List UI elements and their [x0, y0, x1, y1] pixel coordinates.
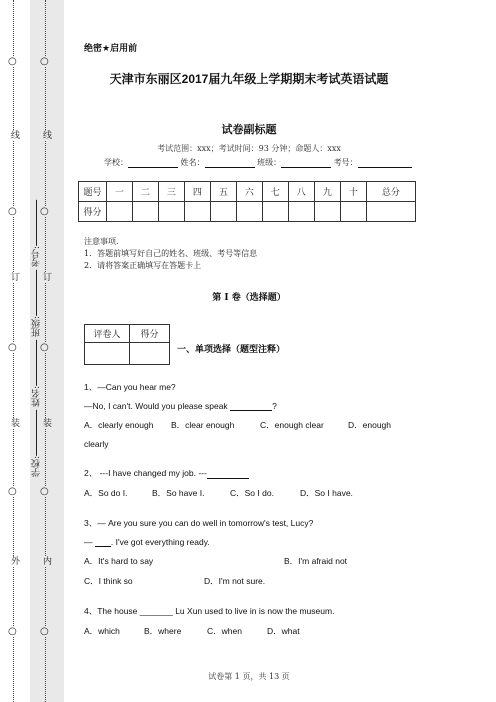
option-b[interactable]: B．clear enough: [171, 420, 235, 430]
grader-label: 评卷人: [85, 325, 130, 343]
binding-label-inner: 内: [41, 556, 51, 566]
grader-score-cell[interactable]: [130, 343, 170, 365]
question-stem: 4、The house _______ Lu Xun used to live in is now the museum.: [84, 606, 335, 616]
score-cell[interactable]: [132, 202, 158, 222]
name-input[interactable]: [205, 167, 255, 168]
name-label: 姓名：: [180, 158, 205, 167]
score-header-cell: 题号: [79, 182, 107, 202]
question-stem-line2: . I've got everything ready.: [110, 537, 210, 547]
score-header-cell: 五: [210, 182, 236, 202]
school-label: 学校：: [104, 158, 128, 167]
options-row: [84, 555, 424, 567]
question-punct: ?: [272, 401, 277, 411]
score-cell[interactable]: [184, 202, 210, 222]
option-wrap: clearly: [84, 439, 109, 449]
score-header-cell: 九: [314, 182, 340, 202]
vertical-class-label: 班级:: [32, 315, 42, 337]
question-stem-line2: —No, I can't. Would you please speak: [84, 401, 228, 411]
binding-label-bind: 装: [9, 418, 19, 428]
option-c[interactable]: C．I think so: [84, 576, 133, 586]
exam-title: 天津市东丽区2017届九年级上学期期末考试英语试题: [109, 72, 389, 86]
score-header-cell: 八: [288, 182, 314, 202]
section-title: 一、单项选择（题型注释）: [177, 345, 286, 355]
score-cell[interactable]: [158, 202, 184, 222]
options-row: [84, 487, 424, 499]
grader-table: [84, 324, 170, 365]
score-header-cell: 总分: [366, 182, 415, 202]
question-line: [84, 467, 424, 479]
answer-blank[interactable]: [95, 546, 111, 547]
binding-circle: ○: [8, 206, 17, 217]
question-item: [84, 467, 424, 499]
question-item: [84, 381, 424, 449]
score-cell[interactable]: [366, 202, 415, 222]
option-a[interactable]: A．which: [84, 626, 120, 636]
question-dash: —: [84, 537, 93, 547]
option-a[interactable]: A．It's hard to say: [84, 556, 154, 566]
option-a[interactable]: A．So do I.: [84, 488, 128, 498]
score-header-cell: 七: [262, 182, 288, 202]
question-stem: 3、— Are you sure you can do well in tomorrow's test, Lucy?: [84, 518, 314, 528]
notes-item: 1．答题前填写好自己的姓名、班级、考号等信息: [84, 249, 258, 258]
question-stem: 2、 ---I have changed my job. ---: [84, 468, 207, 478]
exam-subtitle: 试卷副标题: [221, 123, 277, 136]
score-header-cell: 六: [236, 182, 262, 202]
score-header-cell: 四: [184, 182, 210, 202]
score-table-header-row: [79, 182, 416, 202]
binding-label-order: 订: [41, 272, 51, 282]
option-d[interactable]: D．So I have.: [300, 488, 353, 498]
info-fields-row: [104, 157, 412, 168]
score-header-cell: 十: [340, 182, 366, 202]
option-b[interactable]: B．I'm afraid not: [284, 556, 348, 566]
score-header-cell: 三: [158, 182, 184, 202]
question-line: [84, 401, 424, 411]
binding-circle: ○: [8, 486, 17, 497]
score-cell[interactable]: [340, 202, 366, 222]
binding-circle: ○: [40, 342, 49, 353]
option-c[interactable]: C．enough clear: [260, 420, 324, 430]
binding-label-bind: 装: [41, 418, 51, 428]
binding-label-line: 线: [9, 130, 19, 140]
binding-margin-outer: [0, 0, 26, 702]
question-item: [84, 605, 424, 637]
binding-label-outer: 外: [9, 556, 19, 566]
question-stem: 1、—Can you hear me?: [84, 382, 176, 392]
binding-circle: ○: [40, 206, 49, 217]
score-table-row: [79, 202, 416, 222]
grader-cell[interactable]: [85, 343, 130, 365]
binding-circle: ○: [40, 56, 49, 67]
score-header-cell: 一: [107, 182, 133, 202]
option-b[interactable]: B．where: [144, 626, 182, 636]
notes-section: [84, 236, 257, 272]
school-input[interactable]: [128, 167, 178, 168]
binding-circle: ○: [40, 486, 49, 497]
options-row: [84, 575, 424, 587]
score-cell[interactable]: [236, 202, 262, 222]
options-row: [84, 419, 424, 431]
option-d[interactable]: D．what: [267, 626, 300, 636]
answer-blank[interactable]: [230, 410, 272, 411]
binding-circle: ○: [40, 626, 49, 637]
part-title: 第 I 卷（选择题）: [212, 293, 286, 303]
score-cell[interactable]: [107, 202, 133, 222]
binding-circle: ○: [8, 342, 17, 353]
option-c[interactable]: C．So I do.: [230, 488, 274, 498]
option-c[interactable]: C．when: [207, 626, 242, 636]
class-label: 班级：: [257, 158, 282, 167]
question-item: [84, 517, 424, 587]
option-b[interactable]: B．So have I.: [152, 488, 205, 498]
score-row-label: 得分: [79, 202, 107, 222]
class-input[interactable]: [281, 167, 331, 168]
score-header-cell: 二: [132, 182, 158, 202]
question-line: [84, 537, 424, 547]
binding-circle: ○: [8, 56, 17, 67]
vertical-school-label: 学校:: [32, 455, 42, 477]
score-table: [78, 181, 416, 222]
number-label: 考号：: [333, 158, 358, 167]
score-cell[interactable]: [262, 202, 288, 222]
notes-item: 2．请将答案正确填写在答题卡上: [84, 261, 202, 270]
option-d[interactable]: D．I'm not sure.: [204, 576, 266, 586]
binding-label-order: 订: [9, 272, 19, 282]
number-input[interactable]: [358, 167, 412, 168]
answer-blank[interactable]: [207, 478, 249, 479]
page-footer: 试卷第 1 页，共 13 页: [208, 672, 290, 681]
score-cell[interactable]: [288, 202, 314, 222]
vertical-number-label: 考号:: [32, 246, 42, 268]
binding-circle: ○: [8, 626, 17, 637]
notes-title: 注意事项.: [84, 237, 119, 246]
score-label: 得分: [130, 325, 170, 343]
vertical-name-label: 姓名:: [32, 385, 42, 407]
binding-margin-inner: [30, 0, 64, 702]
score-cell[interactable]: [210, 202, 236, 222]
binding-label-line: 线: [41, 130, 51, 140]
option-a[interactable]: A．clearly enough: [84, 420, 154, 430]
option-d[interactable]: D．enough: [348, 420, 392, 430]
score-cell[interactable]: [314, 202, 340, 222]
options-row: [84, 625, 424, 637]
secret-label: 绝密★启用前: [84, 43, 138, 53]
exam-info: 考试范围：xxx；考试时间：93 分钟；命题人：xxx: [157, 144, 341, 153]
question-list: [84, 381, 424, 637]
student-info-vertical: [30, 200, 44, 477]
